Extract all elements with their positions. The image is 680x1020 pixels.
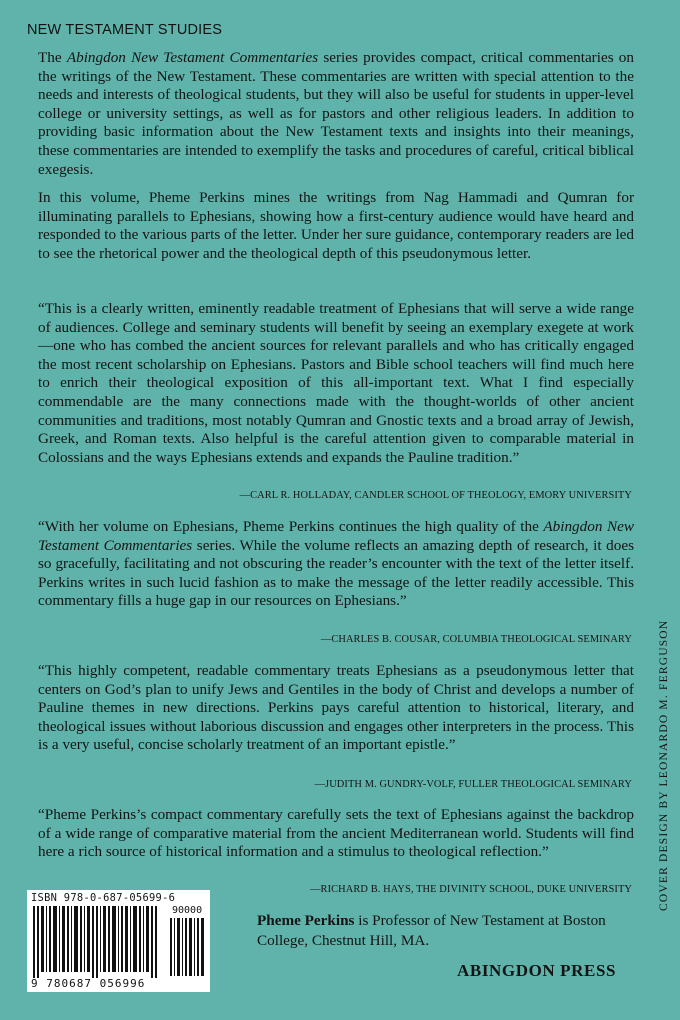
endorsement-2-text-rest: series. While the volume reflects an amazing depth of research, it does so gracefully, facilitating and not obscuring the reader’s encounter with the text of the letter itself. Perkins writes in such lucid fashion as to make the message of the letter readily accessible. This commentary fills a huge gap in our resources on Ephesians.” bbox=[38, 536, 634, 610]
author-bio-text: is Professor of New Testament at Boston College, Chestnut Hill, MA. bbox=[257, 912, 606, 949]
endorsement-3-attribution: —JUDITH M. GUNDRY-VOLF, FULLER THEOLOGICAL SEMINARY bbox=[314, 779, 632, 790]
volume-description bbox=[38, 189, 634, 263]
endorsement-2-attribution: —CHARLES B. COUSAR, COLUMBIA THEOLOGICAL SEMINARY bbox=[320, 634, 632, 645]
endorsement-1-text: “This is a clearly written, eminently readable treatment of Ephesians that will serve a wide range of audiences. College and seminary students will benefit by seeing an exemplary exegete at work—one who has combed the ancient sources for relevant parallels and who has critically engaged the most recent scholarship on Ephesians. Pastors and Bible school teachers will find much here to enrich their theological exposition of this all-important text. What I find especially commendable are the many connections made with the thought-worlds of other ancient communities and traditions, most notably Qumran and Gnostic texts and a broad array of Jewish, Greek, and Roman texts. Also helpful is the careful attention given to comparable material in Colossians and the ways Ephesians extends and expands the Pauline tradition.” bbox=[38, 300, 634, 466]
endorsement-4 bbox=[38, 806, 634, 862]
category-label: NEW TESTAMENT STUDIES bbox=[27, 22, 223, 38]
isbn-text: ISBN 978-0-687-05699-6 bbox=[31, 892, 176, 904]
endorsement-2-series-title: Abingdon New Testament Commentaries bbox=[38, 518, 634, 554]
series-title: Abingdon New Testament Commentaries bbox=[66, 49, 319, 66]
endorsement-1 bbox=[38, 300, 634, 467]
endorsement-2-text-start: “With her volume on Ephesians, Pheme Perkins continues the high quality of the bbox=[38, 518, 544, 535]
endorsement-3-text: “This highly competent, readable commentary treats Ephesians as a pseudonymous letter that centers on God’s plan to unify Jews and Gentiles in the body of Christ and develops a number of Pauline themes in new directions. Perkins pays careful attention to historical, literary, and theological issues without laborious discussion and engages other interpreters in the process. This is a very useful, concise scholarly treatment of an important epistle.” bbox=[38, 662, 634, 754]
endorsement-4-text: “Pheme Perkins’s compact commentary carefully sets the text of Ephesians against the backdrop of a wide range of comparative material from the ancient Mediterranean world. Students will find here a rich source of historical information and a stimulus to theological reflection.” bbox=[38, 806, 634, 861]
author-bio bbox=[257, 911, 647, 951]
volume-description-text: In this volume, Pheme Perkins mines the writings from Nag Hammadi and Qumran for illuminating parallels to Ephesians, showing how a first-century audience would have heard and responded to the various parts of the letter. Under her sure guidance, contemporary readers are led to see the rhetorical power and the theological depth of this pseudonymous letter. bbox=[38, 189, 634, 262]
endorsement-4-attribution: —RICHARD B. HAYS, THE DIVINITY SCHOOL, DUKE UNIVERSITY bbox=[310, 884, 632, 895]
series-intro-paragraph bbox=[38, 49, 634, 179]
author-name: Pheme Perkins bbox=[257, 912, 355, 929]
barcode bbox=[27, 890, 210, 992]
cover-design-credit: COVER DESIGN BY LEONARDO M. FERGUSON bbox=[658, 619, 670, 911]
intro-text-rest: series provides compact, critical commentaries on the writings of the New Testament. These commentaries are written with special attention to the needs and interests of theological students, but they will also be useful for students in upper-level college or university settings, as well as for pastors and other religious leaders. In addition to providing basic information about the New Testament texts and insights into their meanings, these commentaries are intended to exemplify the tasks and procedures of careful, critical biblical exegesis. bbox=[38, 49, 634, 178]
endorsement-3 bbox=[38, 662, 634, 755]
intro-text-start: The bbox=[38, 49, 67, 66]
endorsement-1-attribution: —CARL R. HOLLADAY, CANDLER SCHOOL OF THEOLOGY, EMORY UNIVERSITY bbox=[239, 490, 632, 501]
publisher-name: ABINGDON PRESS bbox=[457, 961, 617, 980]
endorsement-2 bbox=[38, 518, 634, 611]
price-addon-text: 90000 bbox=[172, 905, 203, 916]
ean-number: 9 780687 056996 bbox=[31, 977, 146, 990]
